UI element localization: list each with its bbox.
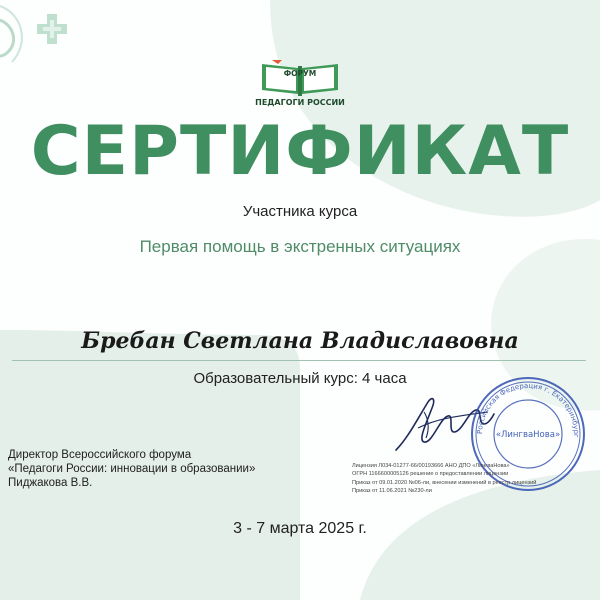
participant-label: Участника курса: [242, 203, 358, 220]
stamp-ring-text: Российская Федерация г. Екатеринбург: [475, 381, 581, 438]
director-line-3: Пиджакова В.В.: [8, 477, 93, 489]
license-line: Лицензия Л034-01277-66/00193666 АНО ДПО «ЛингваНова»: [352, 463, 510, 469]
course-hours: Образовательный курс: 4 часа: [193, 370, 407, 387]
course-dates: 3 - 7 марта 2025 г.: [233, 520, 367, 537]
license-block: [352, 462, 592, 496]
logo-line-1: ФОРУМ: [283, 69, 317, 78]
certificate-title: СЕРТИФИКАТ: [30, 112, 570, 191]
license-line: Приказ от 09.01.2020 №06-ли, внесении изменений в реестр лицензий: [352, 479, 537, 486]
stamp-center-text: «ЛингваНова»: [495, 430, 561, 440]
director-line-1: Директор Всероссийского форума: [8, 449, 192, 461]
recipient-name: Бребан Светлана Владиславовна: [81, 328, 519, 354]
forum-logo: [252, 58, 348, 108]
course-name: Первая помощь в экстренных ситуациях: [139, 237, 461, 256]
director-line-2: «Педагоги России: инновации в образовании»: [8, 463, 256, 475]
license-line: ОГРН 1166600005126 решение о предоставлении лицензии: [352, 471, 509, 478]
plus-icon: [33, 10, 71, 48]
logo-line-2: ПЕДАГОГИ РОССИИ: [255, 98, 345, 107]
name-underline: [12, 360, 586, 361]
director-block: [8, 448, 255, 490]
license-line: Приказ от 11.06.2021 №230-ли: [352, 488, 432, 495]
top-left-arc: [0, 20, 14, 56]
top-left-arc2: [0, 6, 22, 62]
